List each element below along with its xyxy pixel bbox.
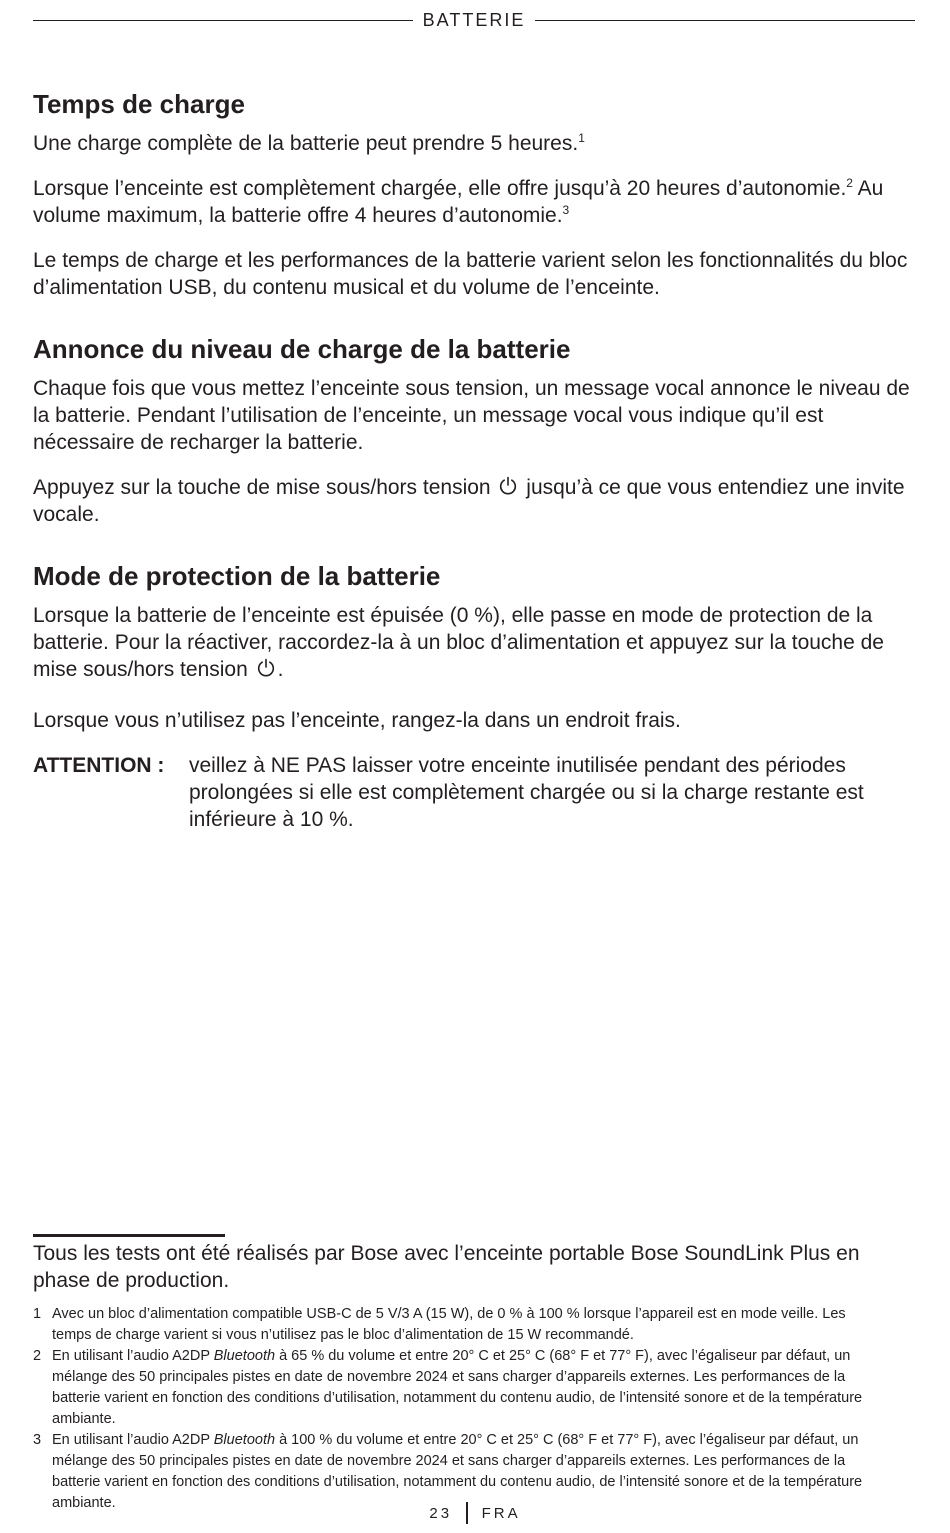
- footnote-ref: 1: [578, 131, 585, 145]
- page-footer: [0, 1502, 950, 1524]
- section-heading: Mode de protection de la batterie: [33, 561, 441, 591]
- footnote-item: [33, 1304, 883, 1346]
- paragraph: Chaque fois que vous mettez l’enceinte sous tension, un message vocal annonce le niveau de la batterie. Pendant l’utilisation de l’enceinte, un message vocal vous indique qu’il est nécessaire de recharger la batterie.: [33, 377, 910, 454]
- paragraph: Le temps de charge et les performances de la batterie varient selon les fonctionnalités du bloc d’alimentation USB, du contenu musical et du volume de l’enceinte.: [33, 249, 908, 299]
- paragraph: Lorsque l’enceinte est complètement chargée, elle offre jusqu’à 20 heures d’autonomie.$^2$ Au volume maximum, la batterie offre 4 heures d’autonomie.$^3$: [33, 176, 884, 227]
- page-header: [33, 8, 915, 32]
- footnote-text: En utilisant l’audio A2DP Bluetooth à 100 % du volume et entre 20° C et 25° C (68° F et 77° F), avec l’égaliseur par défaut, un mélange des 50 principales pistes en date de novembre 2024 et sans charger d’appareils externes. Les performances de la batterie varient en fonction des conditions d’utilisation, notamment du contenu audio, de l’intensité sonore et de la température ambiante.: [52, 1432, 863, 1511]
- header-title: BATTERIE: [422, 9, 526, 30]
- header-rule-left: [33, 20, 413, 21]
- section-heading: Temps de charge: [33, 89, 245, 119]
- language-code: FRA: [481, 1504, 521, 1522]
- power-icon: [498, 476, 518, 496]
- footnote-ref: 2: [846, 176, 853, 190]
- attention-text: veillez à NE PAS laisser votre enceinte inutilisée pendant des périodes prolongées si elle est complètement chargée ou si la charge restante est inférieure à 10 %.: [189, 754, 864, 831]
- footnote-item: [33, 1346, 883, 1430]
- attention-note: [33, 752, 918, 833]
- section-protection-mode: [33, 560, 918, 833]
- footnote-number: 1: [33, 1306, 42, 1322]
- paragraph: Lorsque vous n’utilisez pas l’enceinte, rangez-la dans un endroit frais.: [33, 709, 681, 732]
- footer-divider: [466, 1502, 468, 1524]
- main-content: [33, 88, 918, 833]
- paragraph: Une charge complète de la batterie peut prendre 5 heures.$^1$: [33, 131, 585, 155]
- footnote-text: Avec un bloc d’alimentation compatible USB-C de 5 V/3 A (15 W), de 0 % à 100 % lorsque l’appareil est en mode veille. Les temps de charge varient si vous n’utilisez pas le bloc d’alimentation de 15 W recommandé.: [52, 1306, 846, 1343]
- header-rule-right: [535, 20, 915, 21]
- footnote-ref: 3: [562, 203, 570, 217]
- footnotes: [33, 1240, 883, 1514]
- section-battery-level: [33, 333, 918, 528]
- page-number: 23: [429, 1504, 453, 1522]
- section-charge-time: [33, 88, 918, 301]
- paragraph: Appuyez sur la touche de mise sous/hors tension jusqu’à ce que vous entendiez une invite vocale.: [33, 476, 905, 526]
- footnote-text: En utilisant l’audio A2DP Bluetooth à 65 % du volume et entre 20° C et 25° C (68° F et 77° F), avec l’égaliseur par défaut, un mélange des 50 principales pistes en date de novembre 2024 et sans charger d’appareils externes. Les performances de la batterie varient en fonction des conditions d’utilisation, notamment du contenu audio, de l’intensité sonore et de la température ambiante.: [52, 1348, 863, 1427]
- power-icon: [256, 658, 276, 678]
- section-heading: Annonce du niveau de charge de la batterie: [33, 334, 571, 364]
- footnote-intro: Tous les tests ont été réalisés par Bose avec l’enceinte portable Bose SoundLink Plus en phase de production.: [33, 1242, 860, 1292]
- attention-label: ATTENTION :: [33, 754, 165, 777]
- paragraph: Lorsque la batterie de l’enceinte est épuisée (0 %), elle passe en mode de protection de la batterie. Pour la réactiver, raccordez-la à un bloc d’alimentation et appuyez sur la touche de mise sous/hors tension .: [33, 604, 884, 681]
- footnote-number: 2: [33, 1348, 42, 1364]
- footnote-number: 3: [33, 1432, 42, 1448]
- footnote-divider: [33, 1234, 225, 1237]
